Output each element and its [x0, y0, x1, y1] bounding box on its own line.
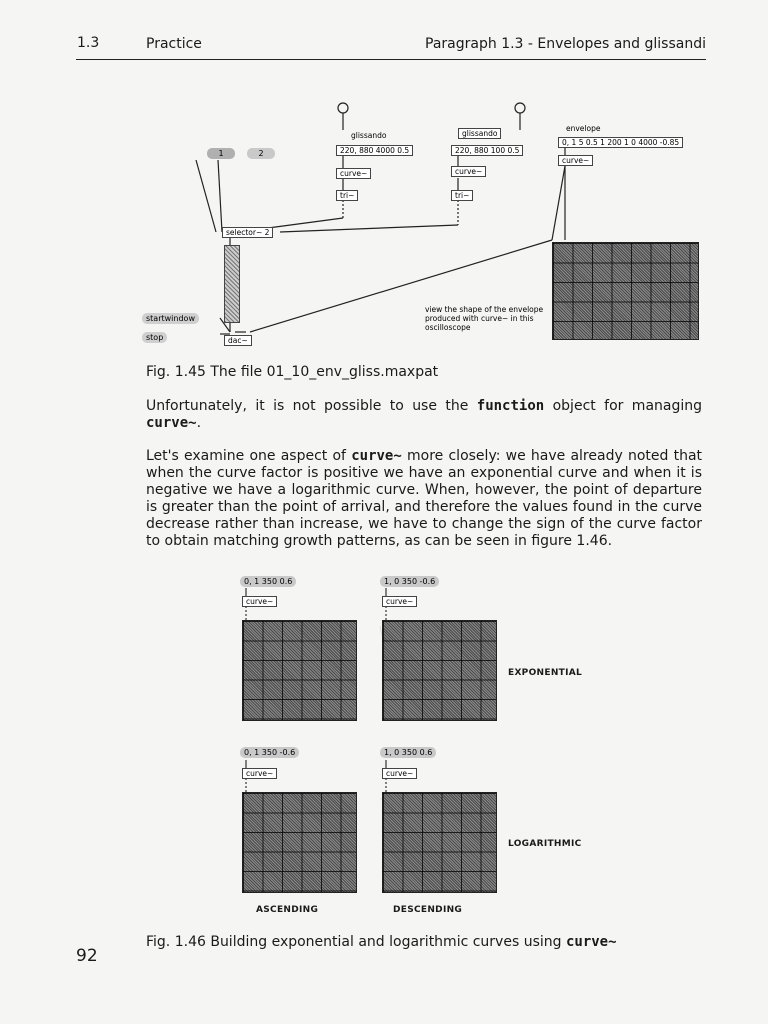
asc-log-curve-object: curve~	[242, 768, 277, 779]
glissando-message-1[interactable]: 220, 880 4000 0.5	[336, 145, 413, 156]
figure-1-46-caption	[146, 934, 617, 950]
desc-exp-curve-object: curve~	[382, 596, 417, 607]
glissando-message-2[interactable]: 220, 880 100 0.5	[451, 145, 523, 156]
curve-object-env: curve~	[558, 155, 593, 166]
stop-message[interactable]: stop	[142, 332, 167, 343]
desc-exp-scope	[382, 620, 497, 721]
paragraph-title: Paragraph 1.3 - Envelopes and glissandi	[425, 36, 706, 52]
section-number: 1.3	[77, 35, 100, 51]
paragraph-function-after: object for managing	[552, 398, 703, 414]
paragraph-curve-lead: Let's examine one aspect of	[146, 448, 346, 464]
function-code: function	[476, 398, 545, 414]
exponential-label: EXPONENTIAL	[508, 668, 583, 678]
figure-1-46	[230, 574, 630, 919]
ascending-label: ASCENDING	[256, 905, 319, 915]
bleed-through-footnotes	[146, 798, 702, 811]
header-rule	[76, 59, 706, 60]
toggle-1-message[interactable]: 1	[207, 148, 235, 159]
asc-log-message[interactable]: 0, 1 350 -0.6	[240, 747, 299, 758]
envelope-comment: envelope	[566, 124, 601, 133]
desc-exp-message[interactable]: 1, 0 350 -0.6	[380, 576, 439, 587]
dac-object: dac~	[224, 335, 252, 346]
curve-code: curve~	[146, 415, 197, 431]
desc-log-curve-object: curve~	[382, 768, 417, 779]
curve-object-2: curve~	[451, 166, 486, 177]
asc-exp-message[interactable]: 0, 1 350 0.6	[240, 576, 296, 587]
envelope-message[interactable]: 0, 1 5 0.5 1 200 1 0 4000 -0.85	[558, 137, 683, 148]
tri-object-2: tri~	[451, 190, 473, 201]
logarithmic-label: LOGARITHMIC	[508, 839, 582, 849]
descending-label: DESCENDING	[393, 905, 463, 915]
figure-1-46-caption-text: Fig. 1.46 Building exponential and logarithmic curves using	[146, 934, 562, 950]
curve-object-1: curve~	[336, 168, 371, 179]
paragraph-curve-factor	[146, 448, 702, 550]
paragraph-function-before: Unfortunately, it is not possible to use the	[146, 398, 469, 414]
desc-log-message[interactable]: 1, 0 350 0.6	[380, 747, 436, 758]
toggle-2-message[interactable]: 2	[247, 148, 275, 159]
paragraph-function-end: .	[196, 415, 202, 431]
tri-object-1: tri~	[336, 190, 358, 201]
paragraph-function	[146, 398, 702, 432]
glissando-comment-2: glissando	[458, 128, 501, 139]
paragraph-curve-rest: more closely: we have already noted that when the curve factor is positive we have an exponential curve and when it is negative we have a logarithmic curve. When, however, the point of departure is greater than the point of arrival, and therefore the values found in the curve decrease rather than increase, we have to change the sign of the curve factor to obtain matching growth patterns, as can be seen in figure 1.46.	[146, 448, 703, 549]
gain-slider[interactable]	[224, 245, 240, 323]
page-number: 92	[76, 946, 98, 966]
figure-1-46-caption-code: curve~	[565, 934, 617, 950]
asc-exp-scope	[242, 620, 357, 721]
figure-1-45	[140, 100, 700, 350]
oscilloscope-display	[552, 242, 699, 340]
figure-1-45-caption: Fig. 1.45 The file 01_10_env_gliss.maxpat	[146, 364, 439, 380]
section-label: Practice	[146, 36, 202, 52]
startwindow-message[interactable]: startwindow	[142, 313, 199, 324]
oscilloscope-comment: view the shape of the envelope produced with curve~ in this oscilloscope	[425, 305, 544, 332]
asc-exp-curve-object: curve~	[242, 596, 277, 607]
selector-object: selector~ 2	[222, 227, 273, 238]
curve-code-2: curve~	[351, 448, 402, 464]
glissando-comment-1: glissando	[351, 131, 387, 140]
